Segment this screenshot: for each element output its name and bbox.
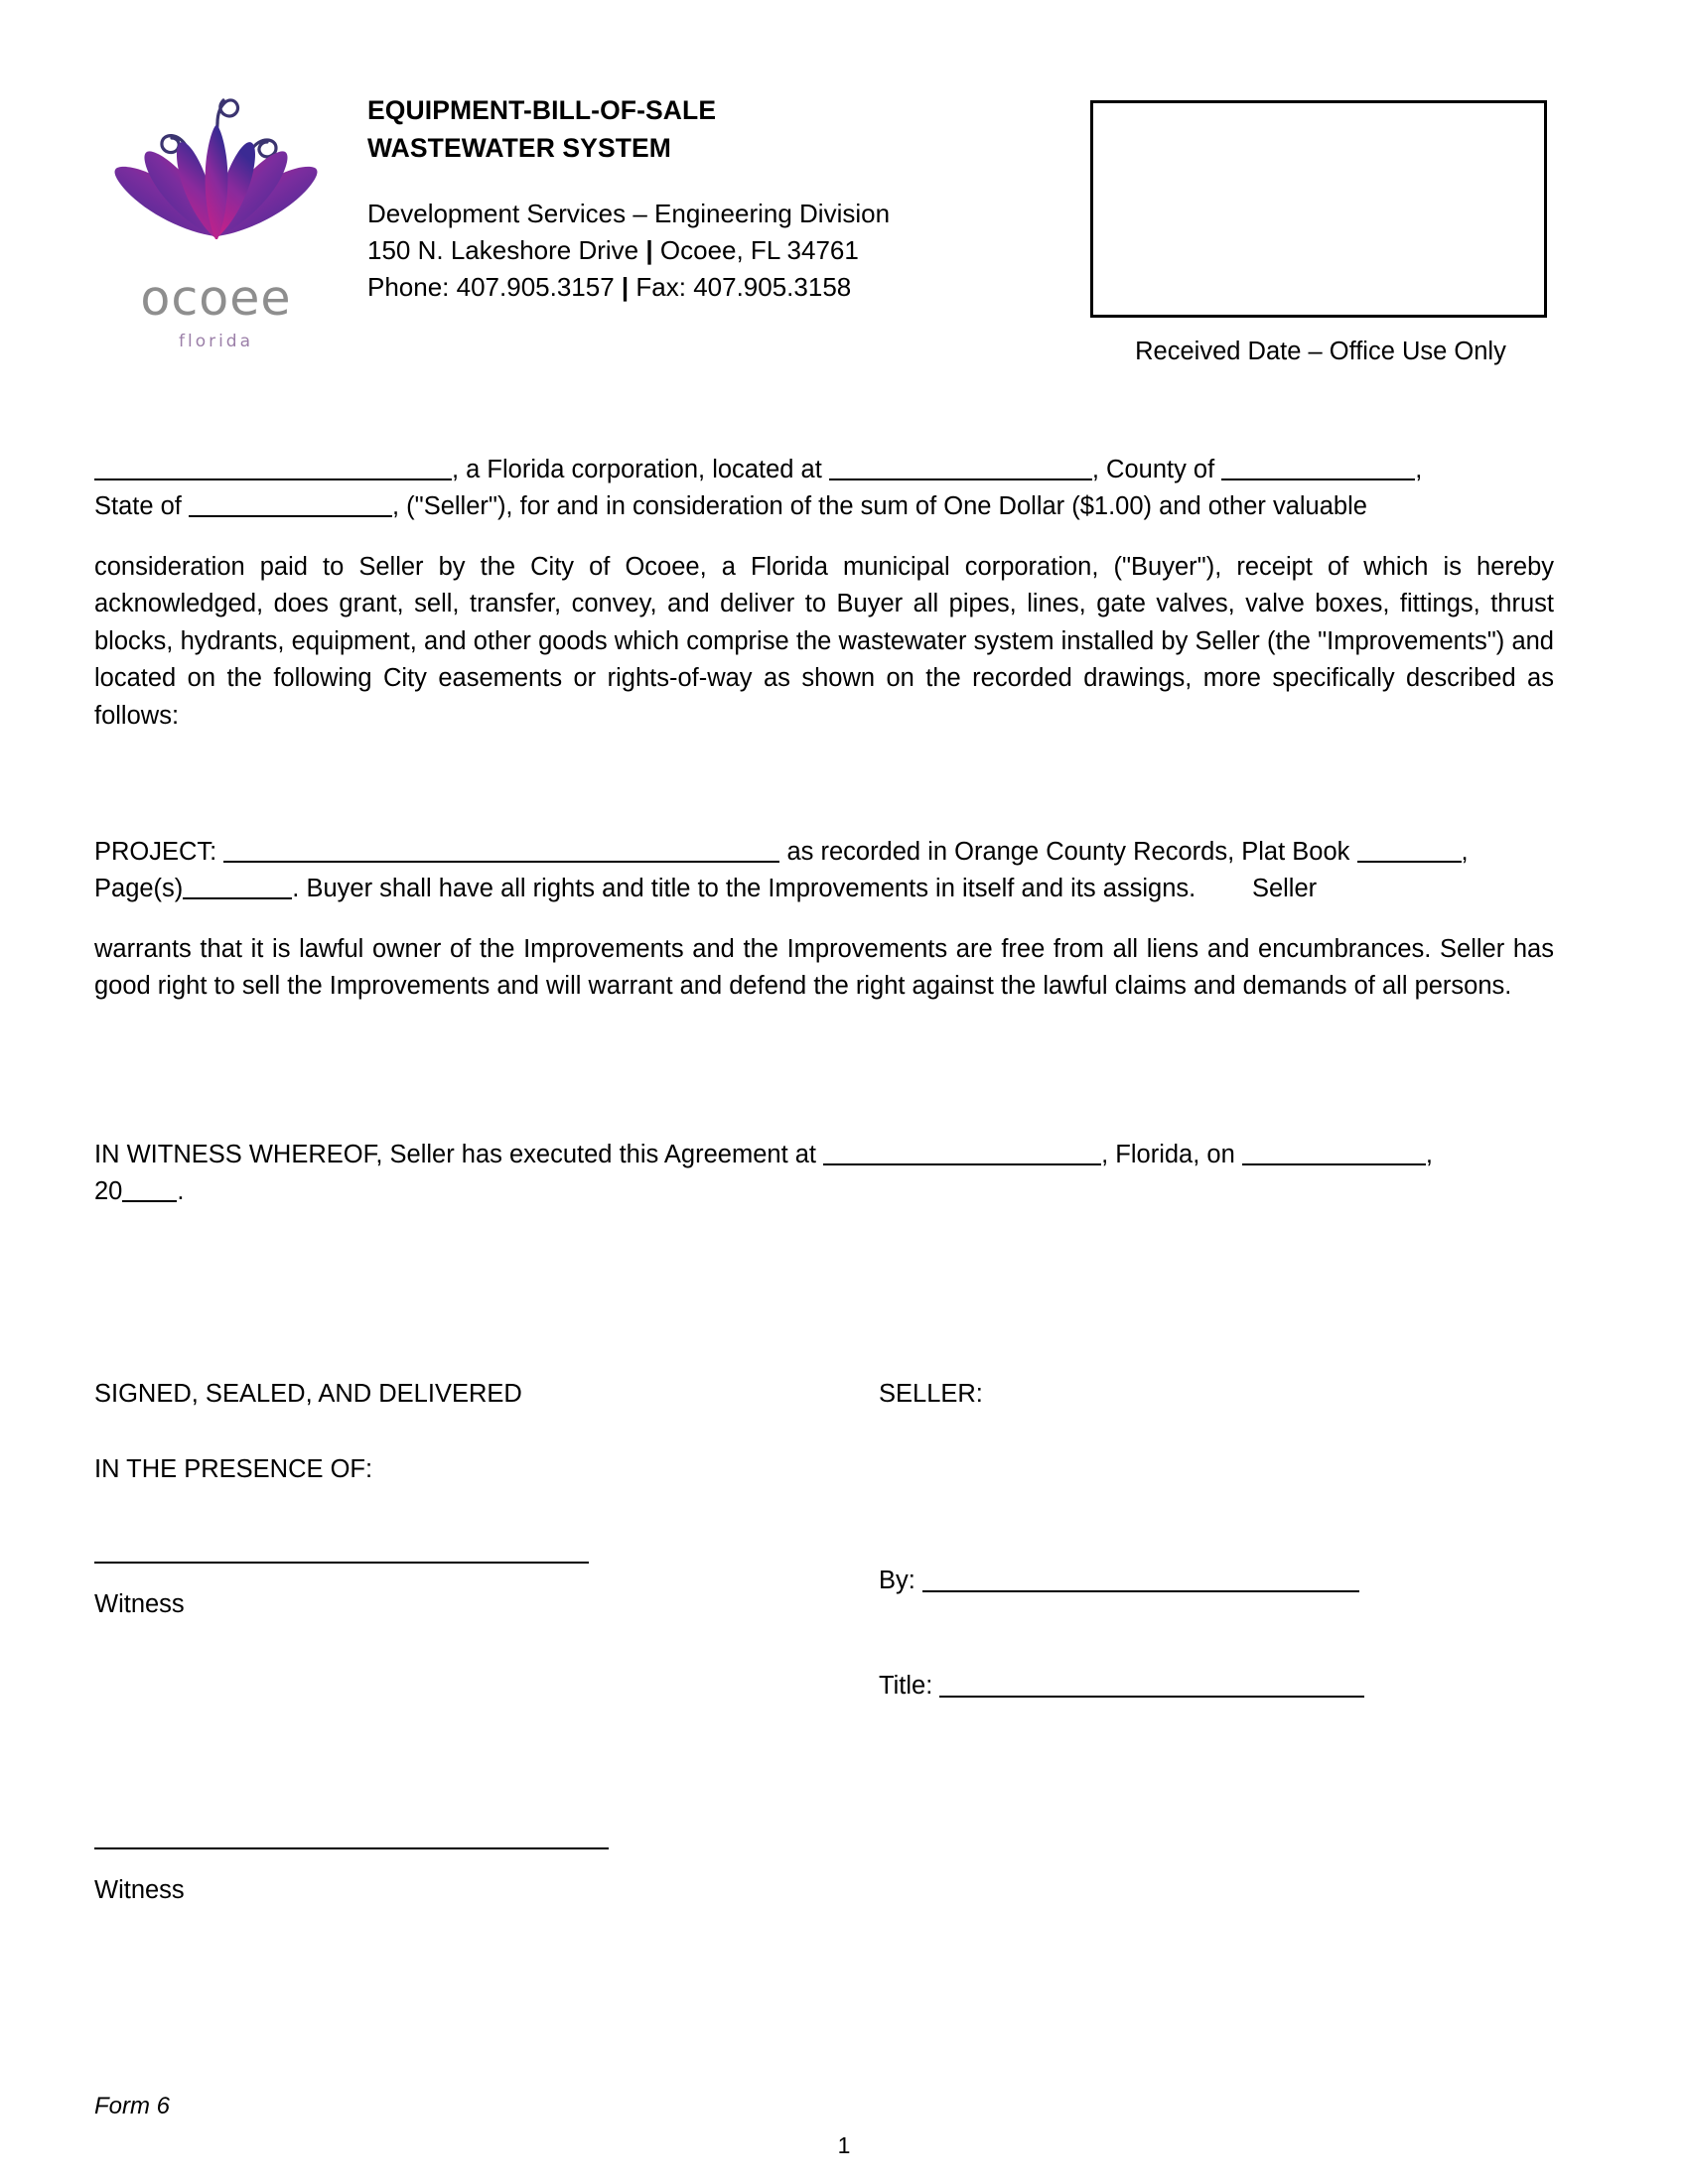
signed-sealed-label: SIGNED, SEALED, AND DELIVERED xyxy=(94,1380,522,1408)
intro-seg-5: , ("Seller"), for and in consideration of the sum of One Dollar ($1.00) and other valuable xyxy=(391,492,1367,521)
project-line-2 xyxy=(94,871,1554,907)
intro-line-1 xyxy=(94,452,1554,488)
signature-line-row-1 xyxy=(94,1562,1554,1701)
witness-1-label: Witness xyxy=(94,1590,185,1618)
pages-label: Page(s) xyxy=(94,875,184,903)
signature-line-row-2 xyxy=(94,1847,1554,1967)
page-number: 1 xyxy=(837,2132,851,2158)
seller-address-blank[interactable] xyxy=(829,452,1092,480)
signed-sealed-block xyxy=(94,1375,770,1489)
title-row xyxy=(879,1667,1554,1705)
intro-seg-2: , County of xyxy=(1091,456,1222,483)
seller-county-blank[interactable] xyxy=(1221,452,1415,480)
intro-seg-4: State of xyxy=(94,492,189,521)
project-paragraph xyxy=(94,834,1554,908)
warranty-paragraph xyxy=(94,931,1554,1006)
witness-clause-line-2 xyxy=(94,1173,1584,1210)
project-seller-word: Seller xyxy=(1251,875,1318,903)
execution-year-blank[interactable] xyxy=(122,1174,177,1203)
title-blank[interactable] xyxy=(939,1669,1364,1698)
document-header xyxy=(0,0,1688,387)
received-date-caption: Received Date – Office Use Only xyxy=(1135,338,1506,365)
warranty-paragraph-text: warrants that it is lawful owner of the Improvements and the Improvements are free from all liens and encumbrances. Seller has good right to sell the Improvements and will warrant and defend the right against the lawful claims and demands of all persons. xyxy=(94,935,1554,1001)
address-city-state-zip: Ocoee, FL 34761 xyxy=(652,234,859,265)
seller-block xyxy=(879,1375,1554,1413)
lotus-flower-icon xyxy=(99,38,333,251)
intro-seg-1: , a Florida corporation, located at xyxy=(452,456,829,483)
logo-subtitle: florida xyxy=(178,332,254,351)
phone-number: Phone: 407.905.3157 xyxy=(367,271,622,302)
by-label: By: xyxy=(879,1567,922,1594)
form-number: Form 6 xyxy=(94,2093,171,2119)
grant-paragraph xyxy=(94,549,1554,735)
seller-label: SELLER: xyxy=(879,1380,983,1408)
execution-date-blank[interactable] xyxy=(1242,1137,1426,1165)
form-title xyxy=(367,91,1043,168)
address-line-2 xyxy=(367,232,1043,269)
received-date-box[interactable] xyxy=(1090,100,1547,318)
witness-2-block xyxy=(94,1847,770,1909)
by-row xyxy=(879,1562,1554,1599)
witness-1-block xyxy=(94,1562,770,1623)
project-seg-4: . Buyer shall have all rights and title to the Improvements in itself and its assigns. xyxy=(292,875,1196,903)
project-name-blank[interactable] xyxy=(223,834,779,863)
seller-by-block xyxy=(879,1562,1554,1706)
project-label: PROJECT: xyxy=(94,838,224,866)
address-line-3 xyxy=(367,269,1043,306)
seller-name-blank[interactable] xyxy=(94,452,452,480)
fax-number: Fax: 407.905.3158 xyxy=(629,271,852,302)
witness-2-label: Witness xyxy=(94,1876,185,1904)
title-label: Title: xyxy=(879,1672,940,1701)
form-title-line-2: WASTEWATER SYSTEM xyxy=(367,133,671,164)
witness-clause-line-1 xyxy=(94,1137,1584,1173)
form-title-line-1: EQUIPMENT-BILL-OF-SALE xyxy=(367,95,717,125)
witness-seg-1: IN WITNESS WHEREOF, Seller has executed this Agreement at xyxy=(94,1141,824,1168)
in-presence-of-label: IN THE PRESENCE OF: xyxy=(94,1455,373,1484)
intro-line-2 xyxy=(94,488,1554,525)
by-signature-blank[interactable] xyxy=(922,1564,1359,1592)
intro-seg-3: , xyxy=(1415,456,1423,483)
witness-seg-5: . xyxy=(177,1177,185,1206)
grant-paragraph-text: consideration paid to Seller by the City of Ocoee, a Florida municipal corporation, ("Buyer"), receipt of which is hereby acknowledged, does grant, sell, transfer, convey, and deliver to Buyer all pipes, lines, gate valves, valve boxes, fittings, thrust blocks, hydrants, equipment, and other goods which comprise the wastewater system installed by Seller (the "Improvements") and located on the following City easements or rights-of-way as shown on the recorded drawings, more specifically described as follows: xyxy=(94,553,1554,730)
project-seg-2: , xyxy=(1461,838,1469,866)
pipe-separator-icon: | xyxy=(621,271,630,302)
seller-state-blank[interactable] xyxy=(189,489,392,518)
signature-area xyxy=(94,1375,1554,1967)
pipe-separator-icon: | xyxy=(645,234,653,265)
pages-blank[interactable] xyxy=(183,872,292,900)
header-text-block xyxy=(367,91,1043,306)
witness-2-signature-line[interactable] xyxy=(94,1847,609,1849)
witness-1-signature-line[interactable] xyxy=(94,1562,589,1564)
ocoee-logo xyxy=(99,38,333,351)
witness-seg-2: , Florida, on xyxy=(1101,1141,1242,1168)
department-address xyxy=(367,196,1043,306)
address-line-1: Development Services – Engineering Division xyxy=(367,198,891,228)
witness-seg-3: , xyxy=(1425,1141,1433,1168)
address-street: 150 N. Lakeshore Drive xyxy=(367,234,646,265)
plat-book-blank[interactable] xyxy=(1357,834,1462,863)
project-seg-1: as recorded in Orange County Records, Plat Book xyxy=(779,838,1357,866)
execution-city-blank[interactable] xyxy=(823,1137,1101,1165)
project-line-1 xyxy=(94,834,1554,871)
signature-heading-row xyxy=(94,1375,1554,1494)
intro-paragraph xyxy=(94,452,1554,526)
witness-clause xyxy=(94,1137,1584,1211)
logo-wordmark: ocoee xyxy=(140,270,292,327)
witness-seg-4: 20 xyxy=(94,1177,123,1206)
